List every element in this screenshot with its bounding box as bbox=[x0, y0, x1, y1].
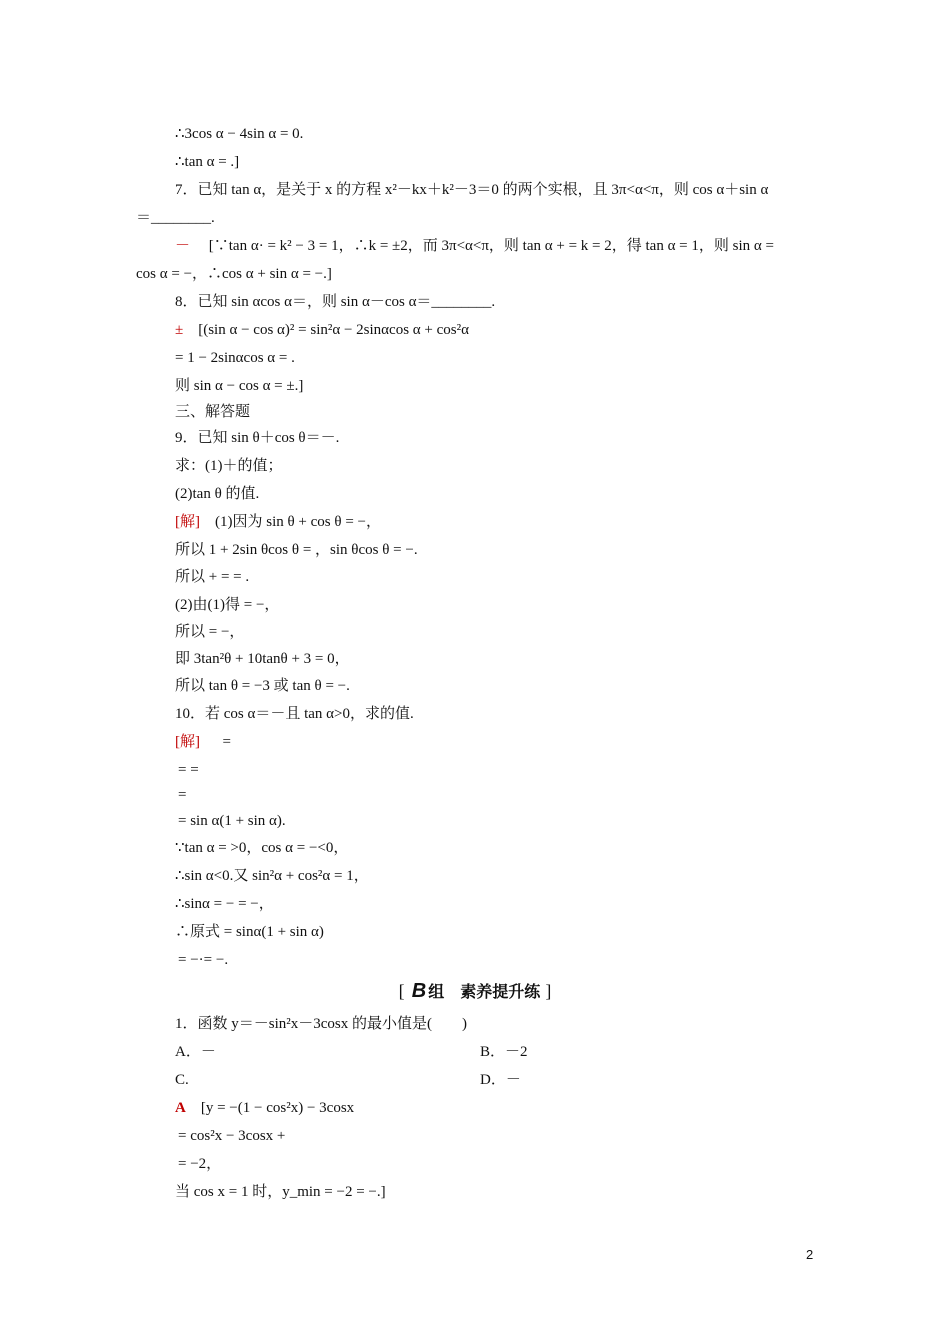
section-b-title: 组 素养提升练 bbox=[428, 982, 541, 1001]
answer-7: － bbox=[175, 238, 191, 254]
text-span: [(sin α − cos α)² = sin²α − 2sinαcos α + cos²α bbox=[198, 322, 469, 338]
text-line: 则 sin α − cos α = ±.] bbox=[175, 378, 304, 394]
text-line: ＝________. bbox=[136, 210, 215, 226]
question-b1: 1．函数 y＝－sin²x－3cosx 的最小值是( ) bbox=[175, 1016, 467, 1032]
solution-10-line bbox=[175, 732, 231, 752]
text-line: 所以 + = = . bbox=[175, 569, 250, 585]
text-line: cos α = −，∴cos α + sin α = −.] bbox=[136, 266, 332, 282]
text-line: = bbox=[178, 787, 187, 803]
text-line: = sin α(1 + sin α). bbox=[178, 813, 286, 829]
solution-tag: [解] bbox=[175, 514, 200, 530]
section-b-heading bbox=[0, 980, 950, 1003]
option-a: A．－ bbox=[175, 1044, 216, 1060]
bracket-right: ] bbox=[545, 981, 552, 1001]
question-9: 9．已知 sin θ＋cos θ＝－. bbox=[175, 430, 340, 446]
text-line: 求：(1)＋的值； bbox=[175, 458, 283, 474]
text-line: = = bbox=[178, 762, 199, 778]
section-heading: 三、解答题 bbox=[175, 404, 251, 420]
text-line: 即 3tan²θ + 10tanθ + 3 = 0， bbox=[175, 651, 350, 667]
text-span: = bbox=[222, 734, 231, 750]
text-line: (2)由(1)得 = −， bbox=[175, 597, 280, 613]
question-10: 10．若 cos α＝－且 tan α>0，求的值. bbox=[175, 706, 414, 722]
option-c: C. bbox=[175, 1072, 189, 1088]
text-line: = −2， bbox=[178, 1156, 222, 1172]
text-span: [∵tan α· = k² − 3 = 1，∴k = ±2，而 3π<α<π，则 tan α + = k = 2，得 tan α = 1，则 sin α = bbox=[208, 238, 774, 254]
answer-b1-line bbox=[175, 1098, 354, 1118]
text-line: ∴tan α = .] bbox=[175, 154, 240, 170]
text-line: 所以 1 + 2sin θcos θ = ，sin θcos θ = −. bbox=[175, 542, 418, 558]
text-line: ∴sinα = − = −， bbox=[175, 896, 274, 912]
question-7: 7．已知 tan α，是关于 x 的方程 x²－kx＋k²－3＝0 的两个实根，且 3π<α<π，则 cos α＋sin α bbox=[175, 182, 769, 198]
page-number: 2 bbox=[806, 1247, 814, 1262]
answer-b1: A bbox=[175, 1100, 186, 1116]
text-span: [y = −(1 − cos²x) − 3cosx bbox=[200, 1100, 355, 1116]
bracket-left: [ bbox=[398, 981, 405, 1001]
answer-8: ± bbox=[175, 322, 184, 338]
text-line: ∴3cos α − 4sin α = 0. bbox=[175, 126, 304, 142]
group-b-letter: B bbox=[411, 980, 427, 1002]
text-line: 所以 = −， bbox=[175, 624, 245, 640]
answer-7-line bbox=[175, 236, 774, 256]
text-line: = −·= −. bbox=[178, 952, 229, 968]
solution-9-line bbox=[175, 512, 381, 532]
answer-8-line bbox=[175, 320, 469, 340]
text-line: = cos²x − 3cosx + bbox=[178, 1128, 286, 1144]
text-line: 所以 tan θ = −3 或 tan θ = −. bbox=[175, 678, 350, 694]
option-d: D．－ bbox=[480, 1072, 521, 1088]
option-b: B．－2 bbox=[480, 1044, 528, 1060]
text-line: ∴sin α<0.又 sin²α + cos²α = 1， bbox=[175, 868, 369, 884]
text-line: = 1 − 2sinαcos α = . bbox=[175, 350, 295, 366]
text-line: 当 cos x = 1 时，y_min = −2 = −.] bbox=[175, 1184, 386, 1200]
text-line: ∴原式 = sinα(1 + sin α) bbox=[175, 924, 324, 940]
text-line: ∵tan α = >0，cos α = −<0， bbox=[175, 840, 349, 856]
text-line: (2)tan θ 的值. bbox=[175, 486, 260, 502]
text-span: (1)因为 sin θ + cos θ = −， bbox=[215, 514, 381, 530]
question-8: 8．已知 sin αcos α＝，则 sin α－cos α＝________. bbox=[175, 294, 496, 310]
solution-tag: [解] bbox=[175, 734, 200, 750]
